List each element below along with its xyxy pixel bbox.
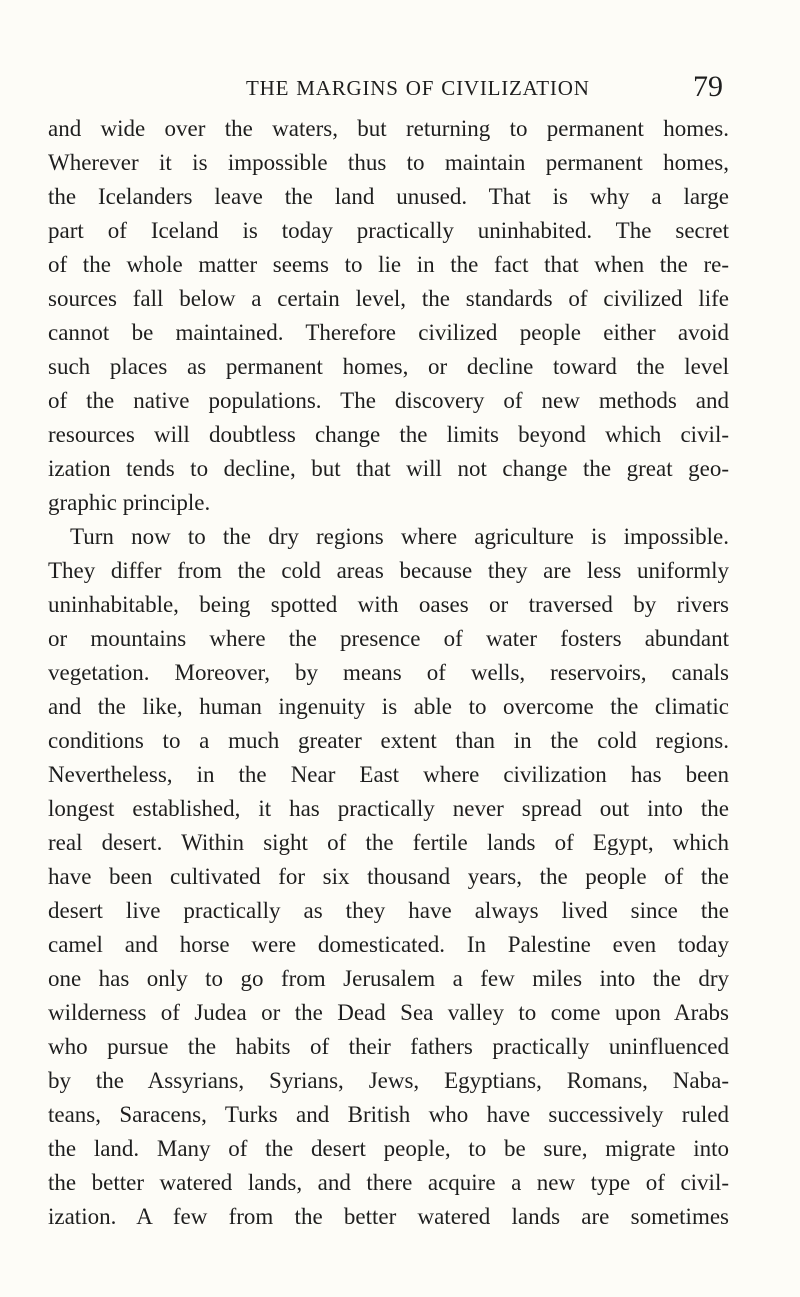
text-line: or mountains where the presence of water fosters abundant — [48, 626, 729, 651]
text-line: Wherever it is impossible thus to maintain permanent homes, — [48, 150, 729, 175]
text-line: conditions to a much greater extent than in the cold regions. — [48, 728, 729, 753]
body-text — [48, 112, 729, 1234]
text-line: longest established, it has practically never spread out into the — [48, 796, 729, 821]
text-line: of the native populations. The discovery of new methods and — [48, 388, 729, 413]
text-line: one has only to go from Jerusalem a few miles into the dry — [48, 966, 729, 991]
text-line: of the whole matter seems to lie in the fact that when the re- — [48, 252, 729, 277]
running-head — [0, 68, 800, 108]
text-line: have been cultivated for six thousand years, the people of the — [48, 864, 729, 889]
text-line: desert live practically as they have always lived since the — [48, 898, 729, 923]
text-line: cannot be maintained. Therefore civilized people either avoid — [48, 320, 729, 345]
page-number: 79 — [693, 70, 723, 103]
text-line: wilderness of Judea or the Dead Sea valley to come upon Arabs — [48, 1000, 729, 1025]
text-line: camel and horse were domesticated. In Palestine even today — [48, 932, 729, 957]
text-line: the better watered lands, and there acquire a new type of civil- — [48, 1170, 729, 1195]
text-line: part of Iceland is today practically uninhabited. The secret — [48, 218, 729, 243]
text-line: uninhabitable, being spotted with oases or traversed by rivers — [48, 592, 729, 617]
text-line: Nevertheless, in the Near East where civilization has been — [48, 762, 729, 787]
text-line: the Icelanders leave the land unused. That is why a large — [48, 184, 729, 209]
text-line: vegetation. Moreover, by means of wells, reservoirs, canals — [48, 660, 729, 685]
text-line: ization. A few from the better watered lands are sometimes — [48, 1204, 729, 1229]
text-line: sources fall below a certain level, the standards of civilized life — [48, 286, 729, 311]
text-line: by the Assyrians, Syrians, Jews, Egyptians, Romans, Naba- — [48, 1068, 729, 1093]
text-line: ization tends to decline, but that will not change the great geo- — [48, 456, 729, 481]
text-line: such places as permanent homes, or decline toward the level — [48, 354, 729, 379]
text-line: teans, Saracens, Turks and British who have successively ruled — [48, 1102, 729, 1127]
paragraph-end-line: graphic principle. — [48, 490, 211, 515]
paragraph-first-line: Turn now to the dry regions where agriculture is impossible. — [70, 524, 729, 549]
text-line: who pursue the habits of their fathers practically uninfluenced — [48, 1034, 729, 1059]
running-title: THE MARGINS OF CIVILIZATION — [246, 76, 590, 100]
text-line: the land. Many of the desert people, to be sure, migrate into — [48, 1136, 729, 1161]
text-line: They differ from the cold areas because they are less uniformly — [48, 558, 729, 583]
text-line: resources will doubtless change the limits beyond which civil- — [48, 422, 729, 447]
text-line: and wide over the waters, but returning to permanent homes. — [48, 116, 729, 141]
text-line: real desert. Within sight of the fertile lands of Egypt, which — [48, 830, 729, 855]
text-line: and the like, human ingenuity is able to overcome the climatic — [48, 694, 729, 719]
